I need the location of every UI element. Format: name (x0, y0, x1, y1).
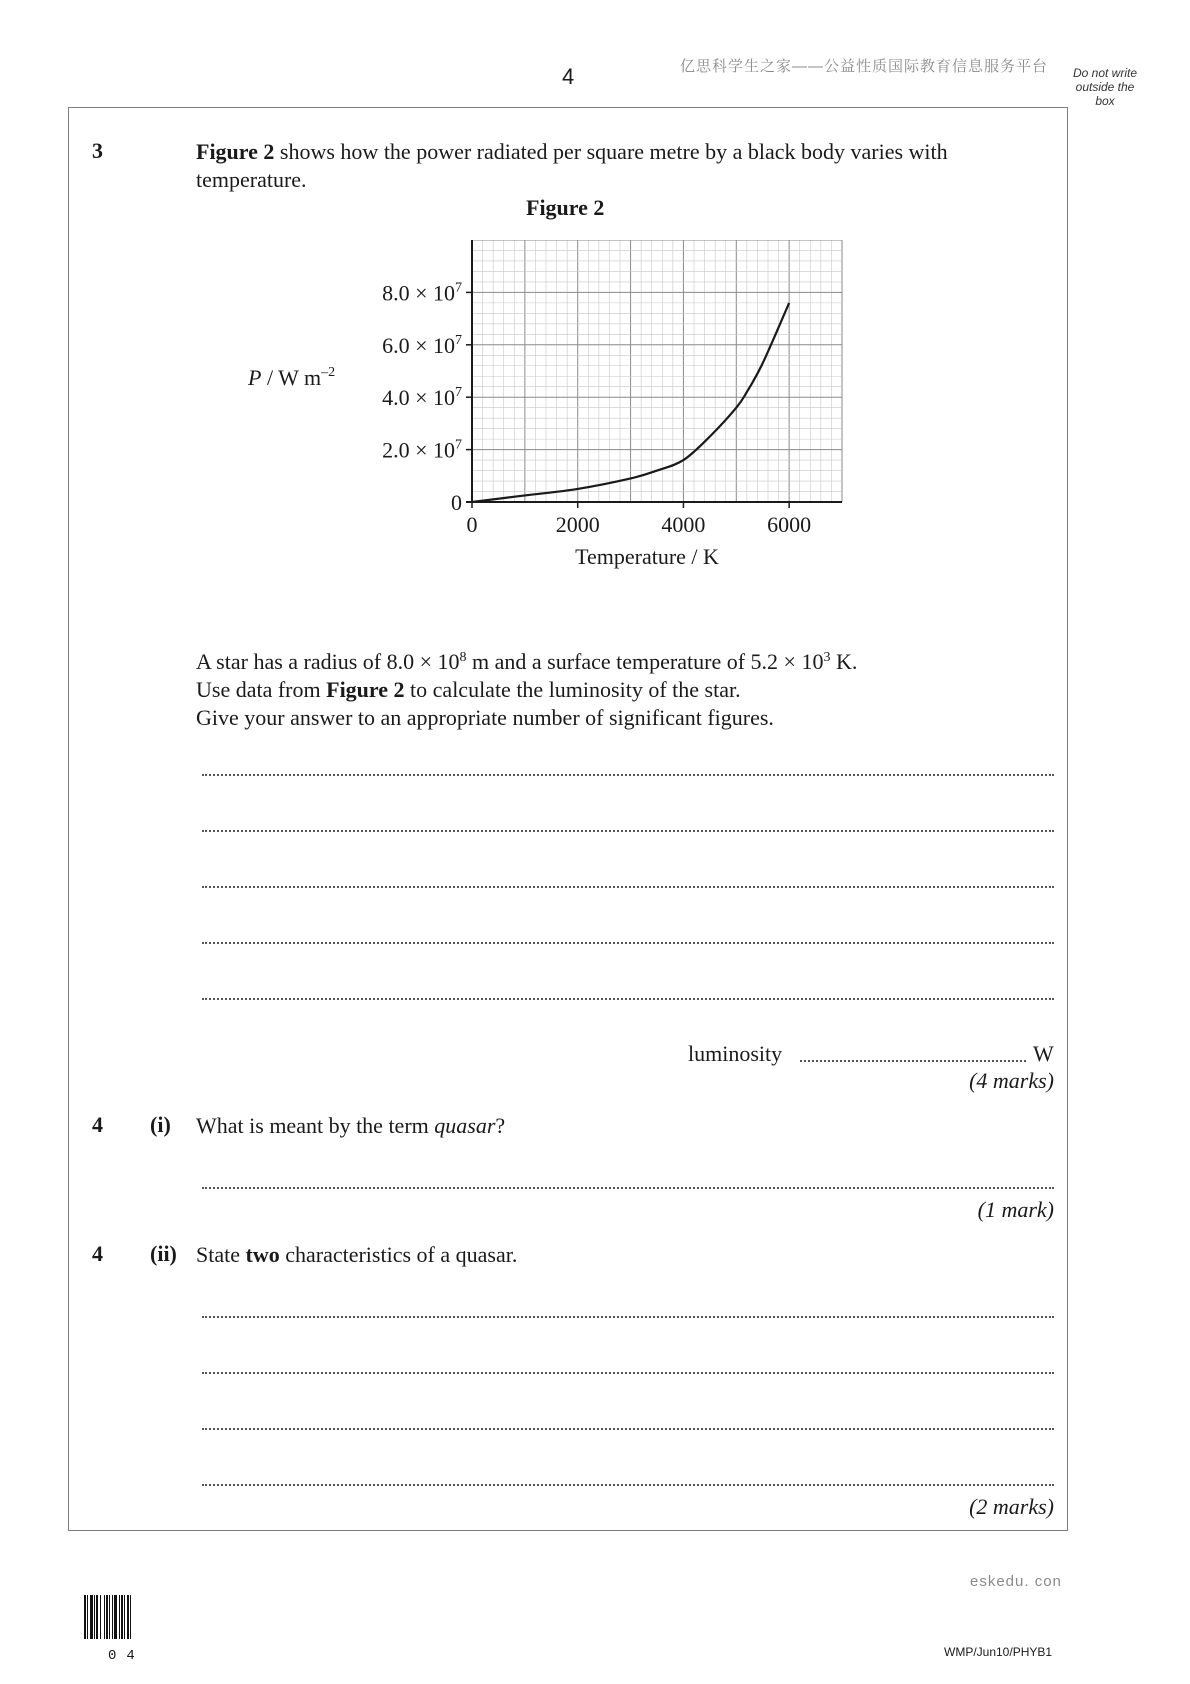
q4i-text-part-a: What is meant by the term (196, 1113, 435, 1138)
y-tick-label: $6.0 \times 10^7$ (382, 332, 462, 358)
y-tick-label: 0 (451, 490, 462, 515)
x-tick-label: 0 (466, 512, 478, 537)
question-3-line-2 (196, 676, 741, 704)
q3-line1-sup-2: 3 (823, 650, 831, 665)
marks-label: (2 marks) (969, 1494, 1054, 1519)
power-temperature-chart (240, 240, 900, 610)
question-3-intro-text: shows how the power radiated per square metre by a black body varies with temperature. (196, 139, 948, 192)
barcode-bar (114, 1595, 117, 1639)
barcode-digits: 04 (108, 1648, 145, 1664)
barcode-bar (84, 1595, 86, 1639)
q4i-text-part-b: ? (495, 1113, 506, 1138)
answer-line[interactable] (202, 1187, 1054, 1189)
q4ii-bold-word: two (245, 1242, 280, 1267)
question-3-line-1 (196, 648, 857, 676)
question-4ii-text (196, 1241, 517, 1269)
barcode-bar (100, 1595, 101, 1639)
q3-line1-part-b: m and a surface temperature of 5.2 × 10 (466, 649, 824, 674)
luminosity-label: luminosity (688, 1041, 783, 1066)
q3-line1-sup-1: 8 (459, 650, 467, 665)
page-number: 4 (562, 64, 575, 89)
question-part: (i) (150, 1112, 171, 1137)
barcode-bar (130, 1595, 131, 1639)
x-axis-label: Temperature / K (575, 544, 719, 569)
y-axis-label: P / W $m^{-2}$ (248, 365, 336, 390)
q3-line1-part-c: K. (830, 649, 858, 674)
answer-line[interactable] (202, 1372, 1054, 1374)
barcode-bar (104, 1595, 105, 1639)
x-tick-label: 6000 (767, 512, 812, 537)
barcode-bar (121, 1595, 123, 1639)
barcode-bar (112, 1595, 113, 1639)
question-part: (ii) (150, 1241, 177, 1266)
watermark-text: 亿思科学生之家——公益性质国际教育信息服务平台 (680, 58, 1049, 75)
question-3-line-3: Give your answer to an appropriate number of significant figures. (196, 705, 774, 730)
question-3-intro (196, 138, 1056, 194)
paper-code: WMP/Jun10/PHYB1 (944, 1645, 1053, 1659)
figure-title: Figure 2 (526, 195, 605, 220)
answer-line[interactable] (202, 998, 1054, 1000)
marks-label: (4 marks) (969, 1068, 1054, 1093)
y-tick-label: $4.0 \times 10^7$ (382, 385, 462, 411)
chart-grid (472, 240, 842, 502)
y-tick-label: $2.0 \times 10^7$ (382, 437, 462, 463)
question-4i-text (196, 1112, 505, 1140)
q3-line2-part-a: Use data from (196, 677, 327, 702)
x-tick-label: 4000 (661, 512, 706, 537)
answer-line[interactable] (202, 830, 1054, 832)
chart-axes (466, 240, 842, 502)
answer-line[interactable] (202, 1428, 1054, 1430)
q4ii-text-part-a: State (196, 1242, 246, 1267)
question-number: 4 (92, 1241, 103, 1266)
barcode (84, 1595, 180, 1639)
q4i-italic-term: quasar (434, 1113, 496, 1138)
barcode-bar (109, 1595, 110, 1639)
answer-line[interactable] (202, 942, 1054, 944)
y-tick-label: $8.0 \times 10^7$ (382, 280, 462, 306)
marks-label: (1 mark) (977, 1197, 1054, 1222)
margin-note: Do not write outside the box (1072, 66, 1138, 108)
question-number: 3 (92, 138, 103, 163)
answer-line[interactable] (202, 1316, 1054, 1318)
barcode-bar (90, 1595, 93, 1639)
answer-line[interactable] (202, 886, 1054, 888)
barcode-bar (87, 1595, 88, 1639)
figure-reference: Figure 2 (196, 139, 275, 164)
barcode-bar (94, 1595, 95, 1639)
q4ii-text-part-b: characteristics of a quasar. (279, 1242, 518, 1267)
barcode-bar (124, 1595, 125, 1639)
luminosity-answer-field[interactable] (800, 1060, 1026, 1062)
answer-line[interactable] (202, 1484, 1054, 1486)
figure-reference: Figure 2 (326, 677, 405, 702)
q3-line2-part-b: to calculate the luminosity of the star. (404, 677, 741, 702)
barcode-bar (119, 1595, 120, 1639)
watermark-text: eskedu. con (970, 1573, 1062, 1590)
q3-line1-part-a: A star has a radius of 8.0 × 10 (196, 649, 460, 674)
barcode-bar (127, 1595, 129, 1639)
answer-line[interactable] (202, 774, 1054, 776)
barcode-bar (106, 1595, 108, 1639)
question-number: 4 (92, 1112, 103, 1137)
barcode-bar (96, 1595, 98, 1639)
x-tick-label: 2000 (555, 512, 600, 537)
luminosity-unit: W (1033, 1041, 1054, 1066)
